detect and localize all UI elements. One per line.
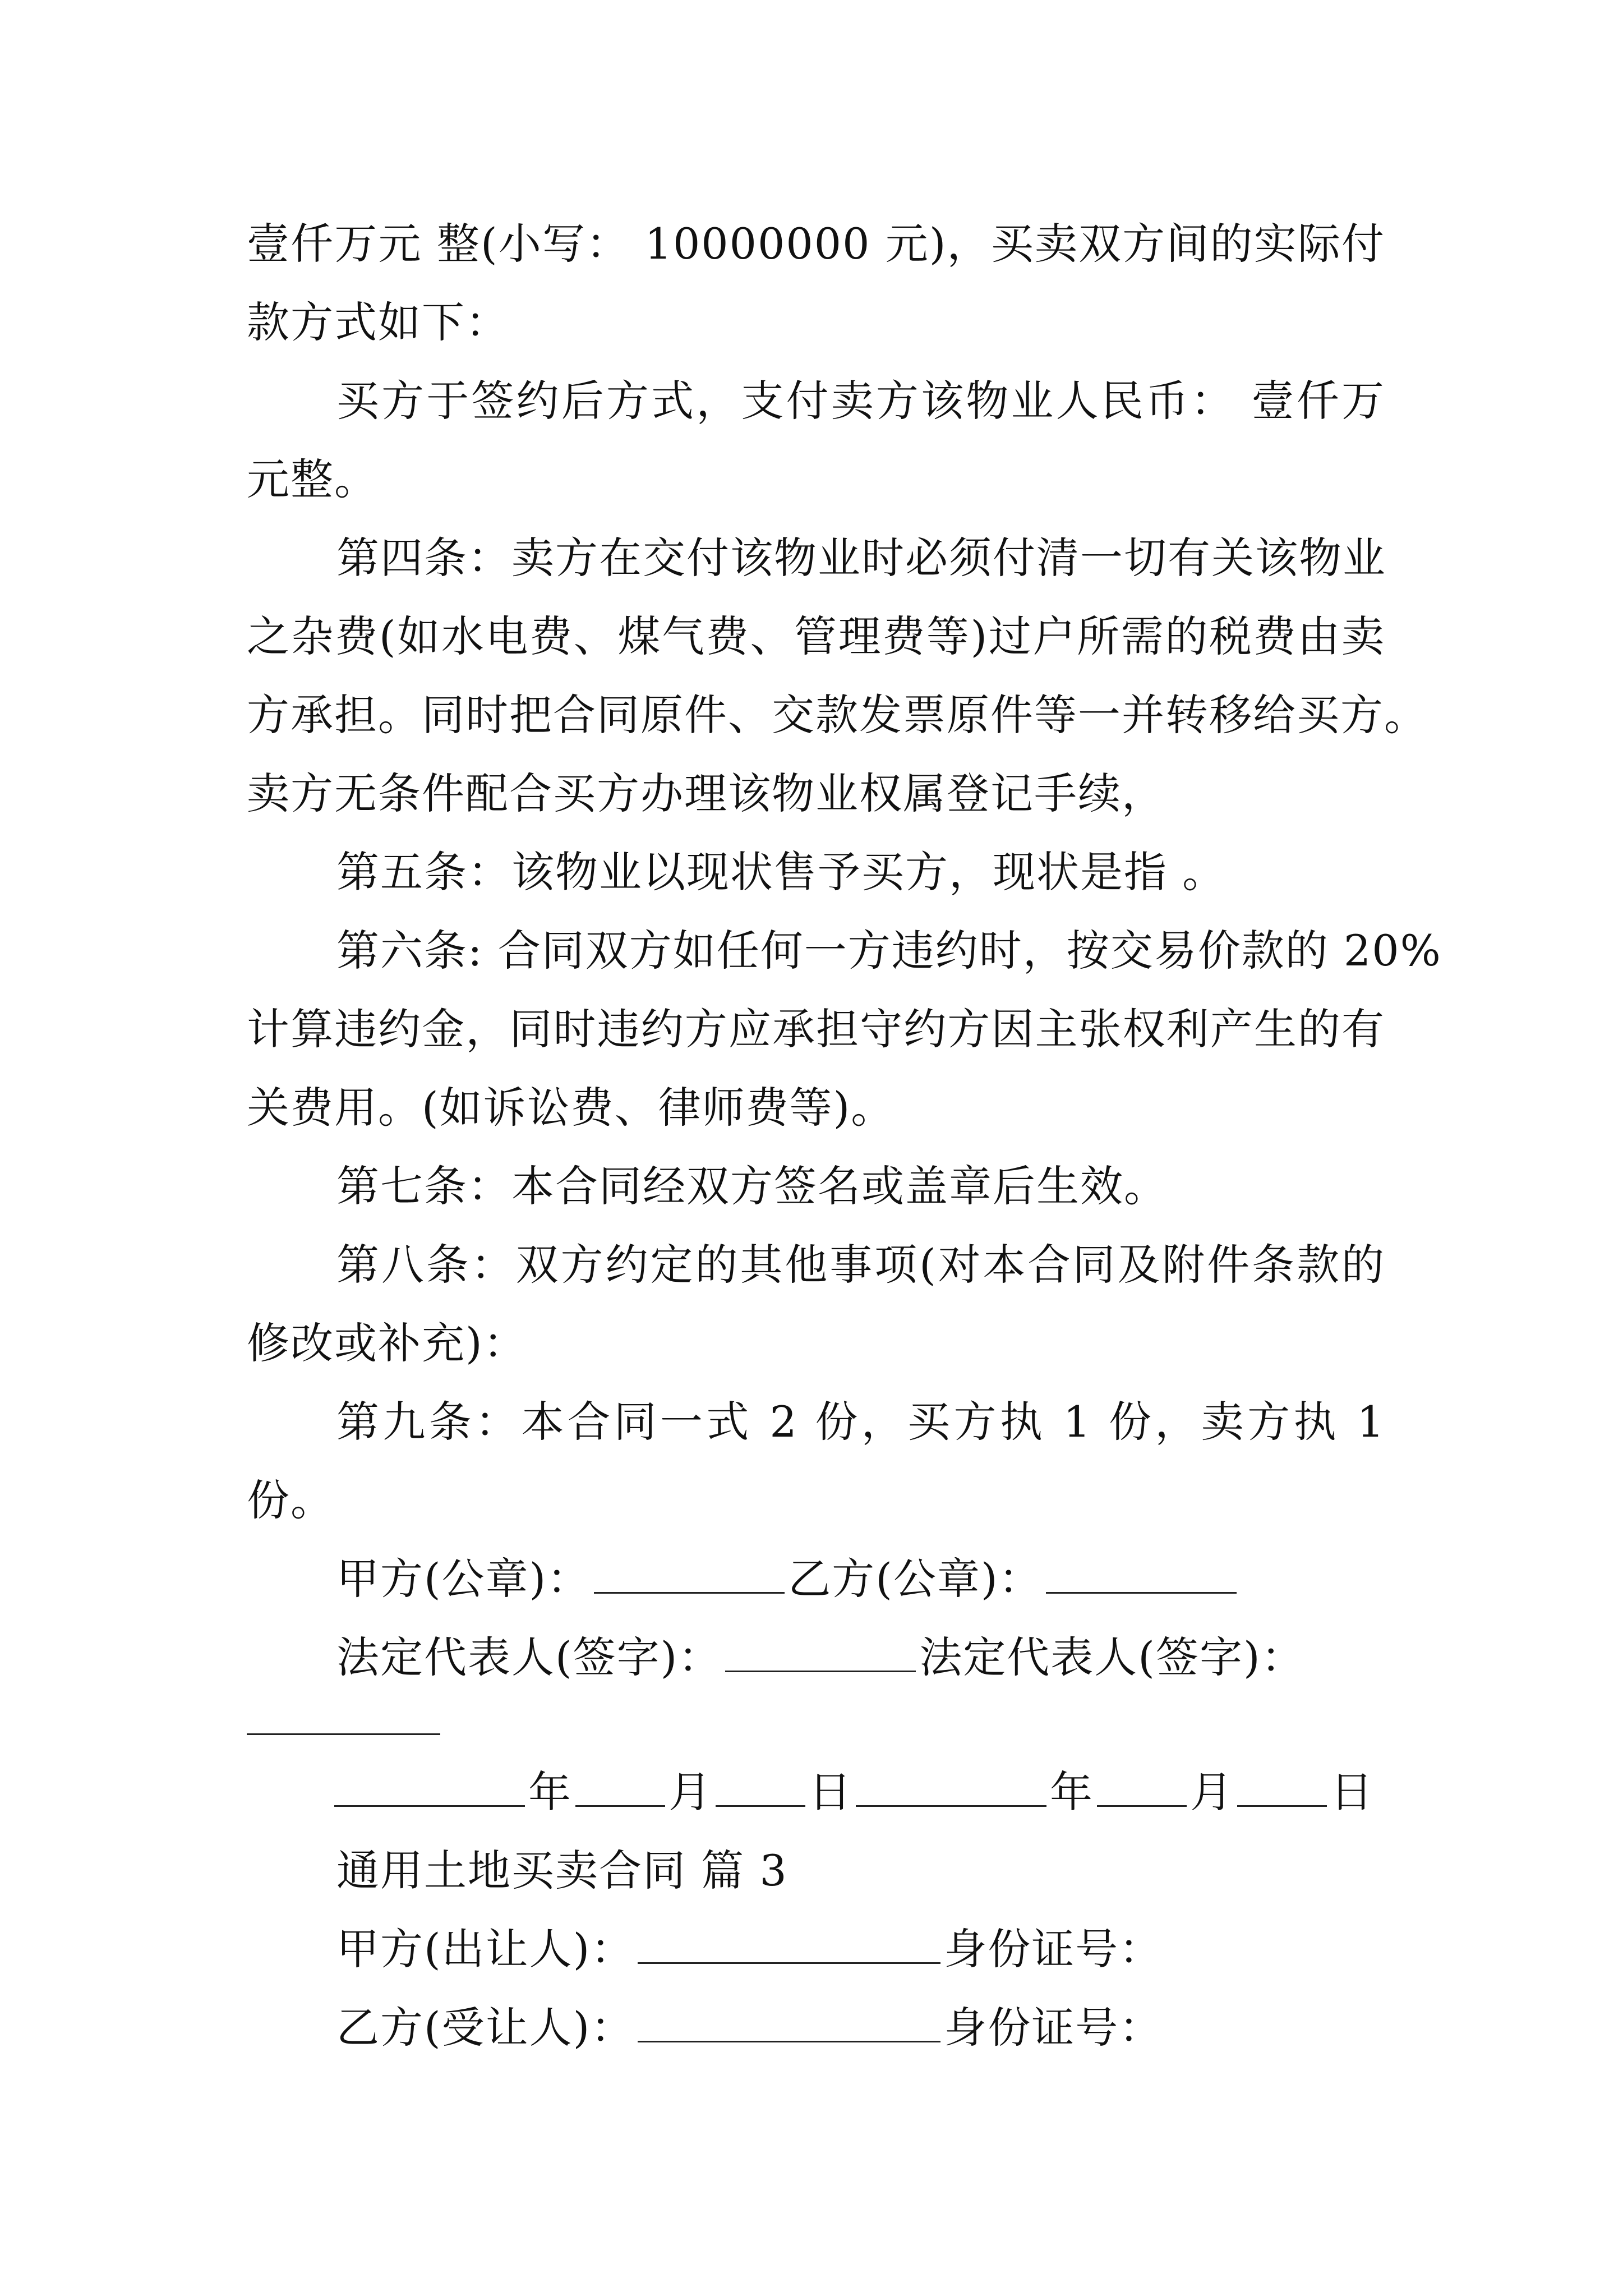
paragraph-line: 关费用。(如诉讼费、律师费等)。 [247, 1083, 895, 1133]
legal-rep-b-label: 法定代表人(签字)： [919, 1632, 1305, 1682]
day-label-b: 日 [1330, 1767, 1374, 1817]
legal-rep-line [336, 1630, 1385, 1686]
seal-line [336, 1551, 1385, 1607]
paragraph-line: 份。 [247, 1475, 334, 1525]
paragraph-line: 之杂费(如水电费、煤气费、管理费等)过户所需的税费由卖 [247, 611, 1385, 661]
month-label-b: 月 [1190, 1767, 1234, 1817]
section-title: 通用土地买卖合同 篇 3 [336, 1846, 788, 1895]
party-a-seal-label: 甲方(公章)： [336, 1554, 591, 1604]
party-a-label: 甲方(出让人)： [336, 1924, 635, 1974]
day-blank-b [1237, 1766, 1327, 1807]
year-label-a: 年 [528, 1767, 572, 1817]
party-b-seal-label: 乙方(公章)： [788, 1554, 1043, 1604]
month-blank-b [1097, 1766, 1187, 1807]
party-b-id-label: 身份证号： [944, 2003, 1163, 2053]
party-b-blank [638, 2001, 940, 2042]
paragraph-line: 第八条：双方约定的其他事项(对本合同及附件条款的 [336, 1240, 1385, 1290]
paragraph-line: 第九条：本合同一式 2 份，买方执 1 份，卖方执 1 [336, 1397, 1385, 1447]
party-a-line [336, 1921, 1385, 1977]
month-label-a: 月 [668, 1767, 712, 1817]
paragraph-line: 第四条：卖方在交付该物业时必须付清一切有关该物业 [336, 533, 1386, 583]
paragraph-line: 第五条：该物业以现状售予买方，现状是指 。 [336, 847, 1227, 897]
day-blank-a [716, 1766, 805, 1807]
paragraph-line: 壹仟万元 整(小写： 10000000 元)，买卖双方间的实际付 [247, 219, 1385, 269]
month-blank-a [575, 1766, 665, 1807]
party-b-line [336, 2000, 1385, 2056]
year-label-b: 年 [1050, 1767, 1094, 1817]
paragraph-line: 买方于签约后方式，支付卖方该物业人民币： 壹仟万 [336, 376, 1385, 426]
paragraph-line: 款方式如下： [247, 297, 509, 347]
paragraph-line: 方承担。同时把合同原件、交款发票原件等一并转移给买方。 [247, 690, 1428, 740]
legal-rep-a-label: 法定代表人(签字)： [336, 1632, 722, 1682]
party-a-seal-blank [594, 1553, 785, 1594]
legal-rep-a-blank [725, 1631, 916, 1672]
paragraph-line: 元整。 [247, 454, 378, 504]
paragraph-line: 计算违约金，同时违约方应承担守约方因主张权利产生的有 [247, 1004, 1385, 1054]
party-a-blank [638, 1923, 940, 1964]
paragraph-line: 卖方无条件配合买方办理该物业权属登记手续， [247, 769, 1165, 818]
legal-rep-b-blank [247, 1733, 440, 1735]
party-a-id-label: 身份证号： [944, 1924, 1163, 1974]
party-b-label: 乙方(受让人)： [336, 2003, 635, 2053]
year-blank-b [856, 1766, 1046, 1807]
party-b-seal-blank [1046, 1553, 1237, 1594]
date-line [331, 1764, 1396, 1820]
year-blank-a [334, 1766, 525, 1807]
paragraph-line: 第七条：本合同经双方签名或盖章后生效。 [336, 1161, 1168, 1211]
paragraph-line: 修改或补充)： [247, 1318, 527, 1368]
day-label-a: 日 [809, 1767, 852, 1817]
paragraph-line: 第六条: 合同双方如任何一方违约时，按交易价款的 20% [336, 926, 1442, 976]
